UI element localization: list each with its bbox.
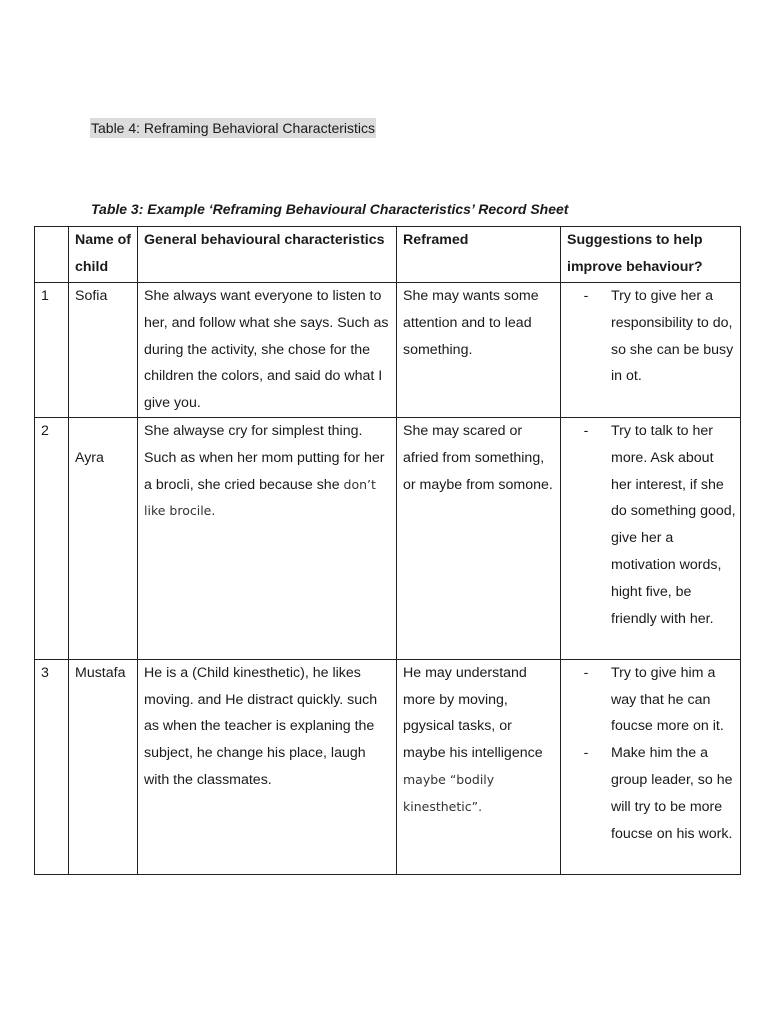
suggestions-cell <box>561 659 741 874</box>
child-name: Mustafa <box>69 659 138 874</box>
suggestion-item <box>561 418 736 632</box>
suggestion-item <box>561 740 736 847</box>
reframed-text <box>397 417 561 659</box>
reframed-text <box>397 659 561 874</box>
table-row <box>35 659 741 874</box>
section-heading: Table 4: Reframing Behavioral Characteristics <box>91 120 376 136</box>
dash-bullet: - <box>583 664 589 681</box>
general-characteristics <box>138 659 397 874</box>
suggestion-text: Try to give her a responsibility to do, so she can be busy in ot. <box>611 288 734 385</box>
suggestions-cell <box>561 283 741 418</box>
row-number: 2 <box>35 417 69 659</box>
table-row <box>35 283 741 418</box>
general-text: She alwayse cry for simplest thing. Such as when her mom putting for her a brocli, she cried because she <box>144 422 385 493</box>
general-characteristics <box>138 283 397 418</box>
suggestion-text: Try to give him a way that he can foucse more on it. <box>611 664 724 735</box>
table-header-row <box>35 227 741 283</box>
general-text-tail: don’t like brocile. <box>144 476 376 519</box>
reframed-text <box>397 283 561 418</box>
general-text: He is a (Child kinesthetic), he likes moving. and He distract quickly. such as when the teacher is explaning the subject, he change his place, laugh with the classmates. <box>144 664 378 788</box>
table-row <box>35 417 741 659</box>
row-number: 1 <box>35 283 69 418</box>
header-name: Name of child <box>69 227 138 283</box>
suggestions-cell <box>561 417 741 659</box>
header-general: General behavioural characteristics <box>138 227 397 283</box>
dash-bullet: - <box>583 745 589 762</box>
reframed-main: He may understand more by moving, pgysical tasks, or maybe his intelligence <box>403 664 543 762</box>
header-number <box>35 227 69 283</box>
header-reframed: Reframed <box>397 227 561 283</box>
suggestion-text: Make him the a group leader, so he will try to be more foucse on his work. <box>611 745 733 842</box>
suggestion-item <box>561 660 736 740</box>
general-text: She always want everyone to listen to her, and follow what she says. Such as during the activity, she chose for the children the colors, and said do what I give you. <box>144 288 389 412</box>
header-suggestions: Suggestions to help improve behaviour? <box>561 227 741 283</box>
general-characteristics <box>138 417 397 659</box>
suggestion-item <box>561 283 736 390</box>
dash-bullet: - <box>583 288 589 304</box>
row-number: 3 <box>35 659 69 874</box>
suggestion-text: Try to talk to her more. Ask about her interest, if she do something good, give her a motivation words, hight five, be friendly with her. <box>611 422 736 627</box>
record-sheet-table <box>34 226 741 875</box>
reframed-main: She may wants some attention and to lead something. <box>403 288 539 358</box>
child-name: Ayra <box>69 417 138 659</box>
table-caption: Table 3: Example ‘Reframing Behavioural Characteristics’ Record Sheet <box>91 201 569 217</box>
child-name: Sofia <box>69 283 138 418</box>
reframed-text-tail: maybe “bodily kinesthetic”. <box>403 771 495 814</box>
dash-bullet: - <box>583 422 589 439</box>
reframed-main: She may scared or afried from something, or maybe from somone. <box>403 422 553 493</box>
